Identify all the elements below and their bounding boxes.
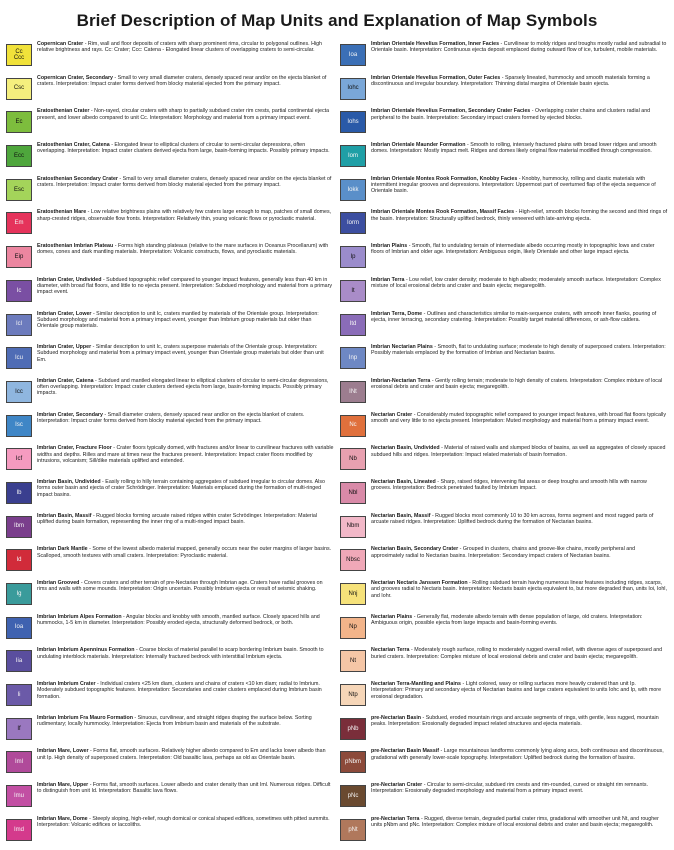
unit-description-block	[371, 479, 668, 492]
unit-swatch	[6, 448, 32, 470]
unit-description-block	[37, 816, 334, 829]
unit-description-block	[37, 209, 334, 222]
unit-description: - Curvilinear to moldy ridges and troughs mostly radial and subradial to Orientale basin. Interpretation: Continuous ejecta deposit emplaced during outward flow of ice, turbulent, mobile materials.	[371, 41, 667, 54]
unit-swatch	[340, 819, 366, 841]
units-columns	[6, 41, 668, 850]
unit-name: Nectarian Crater	[371, 411, 413, 418]
unit-description-block	[371, 748, 668, 761]
unit-name: Nectarian Terra	[371, 647, 410, 654]
unit-symbol: Nbm	[346, 523, 360, 530]
map-unit	[340, 344, 668, 378]
unit-description: - Rugged blocks forming arcuate raised ridges within crater Schrödinger. Interpretation: Material uplifted during basin formation, representing the inner ring of a multi-ringed impact basin.	[37, 512, 317, 525]
unit-description-block	[371, 344, 668, 357]
unit-name: Imbrian Mare, Upper	[37, 782, 89, 789]
unit-description-block	[37, 681, 334, 700]
unit-swatch	[6, 381, 32, 403]
map-unit	[340, 277, 668, 311]
unit-description: - Outlines and characteristics similar to main-sequence craters, with smooth inner flanks, pouring of ejecta, inner terracing, secondary cratering. Interpretation: Possibly target material differences, or ash-flow caldera.	[371, 310, 657, 323]
map-unit	[340, 142, 668, 176]
unit-symbol: Nb	[349, 456, 357, 462]
unit-name: Imbrian Plains	[371, 243, 408, 250]
unit-name: Nectarian Basin, Massif	[371, 512, 431, 519]
unit-description: - Subdued and mantled elongated linear to elliptical clusters of circular to semi-circular depressions, often overlapping. Interpretation: Impact crater clusters derived ejecta from large, basin-forming impacts. Possibly primary impacts.	[37, 377, 329, 397]
unit-swatch	[6, 718, 32, 740]
map-unit	[6, 513, 334, 547]
unit-description-block	[37, 142, 334, 155]
unit-name: pre-Nectarian Terra	[371, 815, 420, 822]
unit-name: Imbrian Orientale Hevelius Formation, Secondary Crater Facies	[371, 108, 531, 115]
map-unit	[340, 41, 668, 75]
unit-swatch	[6, 650, 32, 672]
unit-description-block	[37, 715, 334, 728]
unit-name: Nectarian Basin, Lineated	[371, 478, 436, 485]
unit-swatch	[6, 212, 32, 234]
unit-symbol: pNb	[347, 725, 359, 732]
unit-swatch	[6, 617, 32, 639]
unit-description: - Elongated linear to elliptical clusters of circular to semi-circular depressions, often overlapping. Interpretation: Impact crater clusters derived ejecta from large, basin-forming impacts. Possibly primary impacts.	[37, 142, 330, 155]
unit-symbol: Icl	[16, 321, 22, 328]
unit-name: pre-Nectarian Crater	[371, 782, 423, 789]
unit-description: - Sparsely lineated, hummocky and smooth materials forming a discontinuous and irregular boundary. Interpretation: Thinning distal margins of Orientale basin ejecta.	[371, 74, 650, 87]
unit-description: - Some of the lowest albedo material mapped, generally occurs near the outer margins of larger basins. Scalloped, smooth textures with small craters. Interpretation: Pyroclastic material.	[37, 546, 332, 559]
unit-symbol: Ii	[17, 691, 21, 698]
map-unit	[6, 378, 334, 412]
unit-swatch	[340, 111, 366, 133]
map-unit	[340, 614, 668, 648]
unit-description-block	[371, 243, 668, 256]
unit-description-block	[371, 681, 668, 700]
unit-symbol: Ip	[350, 253, 356, 260]
unit-swatch	[340, 381, 366, 403]
unit-symbol: It	[351, 287, 355, 294]
unit-description: - Low relative brightness plains with relatively few craters large enough to map, patches of small domes, sharp-crested ridges, observable flow fronts. Interpretation: Relatively thin, young volcanic flows or pyroclastic material.	[37, 209, 332, 222]
unit-swatch	[340, 246, 366, 268]
unit-description-block	[37, 277, 334, 296]
map-unit	[6, 108, 334, 142]
unit-description: - Low relief, low crater density; moderate to high albedo; moderately smooth surface. Interpretation: Complex mixture of local erosional debris and crater and basin ejecta; megaregolith.	[371, 276, 661, 290]
map-unit	[6, 277, 334, 311]
right-column	[340, 41, 668, 850]
unit-symbol: Np	[349, 624, 357, 631]
unit-name: Imbrian Orientale Hevelius Formation, Outer Facies	[371, 74, 501, 81]
unit-description-block	[371, 782, 668, 795]
unit-name: Eratosthenian Mare	[37, 209, 87, 216]
unit-name: Imbrian Orientale Montes Rook Formation, Massif Facies	[371, 209, 515, 216]
unit-description: - Sharp, raised ridges, intervening flat areas or deep troughs and smooth hills with narrow grooves. Interpretation: Bedrock penetrated faulted by Imbrium impact.	[371, 478, 647, 492]
map-unit	[340, 445, 668, 479]
unit-symbol: If	[17, 725, 21, 732]
map-unit	[6, 41, 334, 75]
unit-description: - Generally flat, moderate albedo terrain with dense population of large, old craters. Interpretation: Ambiguous origin, possible ejecta from large impacts and basin-forming events.	[371, 613, 643, 626]
unit-description: - Smooth, flat to undulating terrain of intermediate albedo occurring mostly in topographic lows and crater floors of Imbrian and older age. Interpretation: Ambiguous origin, likely Orientale and other large impact ejecta.	[371, 243, 655, 256]
unit-swatch	[340, 751, 366, 773]
unit-name: Nectarian Terra-Mantling and Plains	[371, 681, 461, 688]
map-unit	[6, 580, 334, 614]
map-unit	[340, 243, 668, 277]
unit-swatch	[6, 246, 32, 268]
unit-description: - Forms high standing plateaus (relative to the mare surfaces in Oceanus Procellarum) with domes, cones and dark mantling materials. Interpretation: Volcanic constructs, flows, and pyroclastic materials.	[37, 243, 329, 256]
unit-symbol: pNbm	[344, 759, 361, 766]
map-unit	[6, 546, 334, 580]
unit-description: - Knobby, hummocky, rolling and clastic materials with intermittent irregular grooves and depressions. Interpretation: Uppermost part of overturned flap of the ejecta sequence of Orientale basin.	[371, 175, 656, 195]
unit-description-block	[371, 142, 668, 155]
unit-name: Imbrian Dark Mantle	[37, 546, 88, 553]
unit-swatch	[340, 583, 366, 605]
map-unit	[340, 108, 668, 142]
unit-description-block	[37, 445, 334, 464]
unit-description-block	[37, 412, 334, 425]
unit-name: Imbrian Mare, Dome	[37, 815, 88, 822]
unit-description: - Forms flat, smooth surfaces. Relatively higher albedo compared to Em and lacks lower albedo than unit Ip. High density of superposed craters. Interpretation: Old basaltic lava, perhaps as old as Orientale basin.	[37, 748, 326, 761]
unit-description-block	[37, 108, 334, 121]
unit-name: pre-Nectarian Basin Massif	[371, 748, 440, 755]
unit-symbol: Nbsc	[346, 557, 360, 564]
unit-name: Nectarian Plains	[371, 613, 413, 620]
map-unit	[6, 142, 334, 176]
map-unit	[6, 614, 334, 648]
unit-symbol: Csc	[13, 85, 25, 92]
unit-name: Imbrian Orientale Montes Rook Formation, Knobby Facies	[371, 175, 518, 182]
map-unit	[340, 479, 668, 513]
unit-name: Nectarian Basin, Secondary Crater	[371, 546, 459, 553]
unit-description-block	[37, 243, 334, 256]
unit-description-block	[371, 513, 668, 526]
unit-name: Imbrian Crater, Lower	[37, 310, 92, 317]
unit-description-block	[37, 479, 334, 498]
unit-symbol: Ec	[15, 119, 23, 126]
unit-name: Copernican Crater	[37, 41, 84, 47]
map-unit	[340, 782, 668, 816]
unit-name: Imbrian Imbrium Alpes Formation	[37, 613, 122, 620]
unit-symbol: Eip	[14, 253, 24, 260]
map-unit	[340, 647, 668, 681]
map-unit	[6, 344, 334, 378]
unit-symbol: Iom	[347, 152, 358, 159]
unit-description-block	[37, 614, 334, 627]
unit-description-block	[371, 378, 668, 391]
unit-symbol: Nt	[350, 658, 356, 665]
unit-name: Imbrian Basin, Undivided	[37, 478, 101, 485]
map-unit	[6, 176, 334, 210]
unit-description: - Easily rolling to hilly terrain containing aggregates of subdued irregular to circular domes. Also forms outer basin and ejecta of crater Schrödinger. Interpretation: Materials emplaced during the formation of multi-ringed impact basins.	[37, 478, 325, 498]
map-unit	[6, 209, 334, 243]
map-unit	[340, 176, 668, 210]
map-unit	[340, 209, 668, 243]
unit-description: - Moderately rough surface, rolling to moderately rugged overall relief, with diverse ages of superposed and buried craters. Interpretation: Complex mixture of local erosional debris and crater and basin ejecta; megaregolith.	[371, 647, 663, 660]
unit-name: Imbrian Crater, Catena	[37, 377, 94, 384]
unit-swatch	[6, 280, 32, 302]
unit-description-block	[37, 546, 334, 559]
map-unit	[6, 715, 334, 749]
unit-name: Imbrian Crater, Undivided	[37, 276, 102, 283]
unit-description-block	[371, 277, 668, 290]
unit-swatch	[6, 179, 32, 201]
unit-name: Imbrian Terra, Dome	[371, 310, 423, 317]
unit-symbol: Esc	[13, 186, 24, 193]
map-unit	[6, 681, 334, 715]
unit-name: Copernican Crater, Secondary	[37, 74, 113, 81]
unit-description: - Material of raised walls and slumped blocks of basins, as well as aggregates of closely spaced subdued hills and ridges. Interpretation: Impact related materials of basin formation.	[371, 445, 666, 458]
unit-symbol: Ntp	[348, 691, 358, 698]
unit-description: - Rugged blocks most commonly 10 to 30 km across, forms segment and most rugged parts of arcuate raised ridges. Interpretation: Uplifted bedrock during the formation of Nectarian basins.	[371, 512, 654, 525]
unit-swatch	[340, 212, 366, 234]
unit-description: - Covers craters and other terrain of pre-Nectarian through Imbrian age. Craters have radial grooves on rims and walls with some mounds. Interpretation: Origin uncertain. Possibly Imbrium ejecta or result of seismic shaking.	[37, 580, 323, 593]
map-unit	[340, 513, 668, 547]
unit-swatch	[6, 111, 32, 133]
unit-swatch	[6, 314, 32, 336]
map-unit	[6, 816, 334, 850]
unit-symbol: pNt	[348, 826, 358, 833]
map-unit	[6, 748, 334, 782]
unit-symbol: Iml	[15, 759, 23, 766]
unit-description: - Subdued topographic relief compared to younger impact features, generally less than 40 km in diameter, with broad flat floors, and little to no ejecta present. Interpretation: Subdued morphology and material from a primary impact event.	[37, 276, 333, 296]
unit-description: - Light colored, wavy or rolling surfaces more heavily cratered than unit Ip. Interpretation: Primary and secondary ejecta of Nectarian basins and large craters equivalent to units Iohc and Ip, with more erosional degradation.	[371, 681, 662, 700]
unit-name: Nectarian Basin, Undivided	[371, 445, 440, 452]
unit-description: - Subdued, eroded mountain rings and arcuate segments of rings, with gentle, less rugged, mountain peaks. Interpretation: Erosionally degraded impact related structures and ejecta materials.	[371, 714, 659, 728]
unit-symbol: Iia	[15, 658, 23, 665]
unit-swatch	[340, 314, 366, 336]
map-unit	[340, 378, 668, 412]
unit-description-block	[371, 614, 668, 627]
unit-name: Imbrian Orientale Maunder Formation	[371, 142, 466, 149]
unit-symbol: Icu	[14, 354, 23, 361]
unit-swatch	[340, 145, 366, 167]
unit-symbol: Icf	[15, 456, 23, 462]
unit-description-block	[37, 378, 334, 397]
unit-swatch	[340, 280, 366, 302]
unit-description-block	[371, 647, 668, 660]
unit-symbol: Ibm	[13, 523, 24, 530]
unit-symbol: Iorm	[347, 220, 359, 227]
unit-description-block	[371, 209, 668, 222]
unit-description: - Small diameter craters, densely spaced near and/or on the ejecta blanket of craters. Interpretation: Impact crater forms derived from blocky material ejected from the primary impact.	[37, 411, 305, 424]
map-unit	[6, 311, 334, 345]
unit-description-block	[371, 176, 668, 195]
map-unit	[340, 412, 668, 446]
unit-description: - Small to very small diameter craters, densely spaced near and/or on the ejecta blanket of craters. Interpretation: Impact crater forms derived from blocky material ejected from the primary impact.	[37, 74, 327, 87]
map-unit	[6, 445, 334, 479]
unit-description-block	[371, 108, 668, 121]
left-column	[6, 41, 334, 850]
map-unit	[6, 243, 334, 277]
unit-swatch	[340, 482, 366, 504]
unit-description-block	[371, 445, 668, 458]
map-unit	[6, 75, 334, 109]
unit-symbol: Ib	[16, 489, 22, 496]
unit-swatch	[6, 44, 32, 66]
unit-swatch	[340, 179, 366, 201]
unit-description-block	[37, 75, 334, 88]
unit-name: Imbrian Crater, Secondary	[37, 411, 103, 418]
unit-symbol: Nnj	[348, 590, 358, 597]
unit-description: - Similar description to unit Ic, craters mantled by materials of the Orientale group. Interpretation: Subdued morphology and material from a primary impact event, younger than Imbrium group materials but older than Orientale group materials.	[37, 310, 319, 330]
unit-swatch	[340, 650, 366, 672]
unit-symbol: Iohs	[347, 119, 359, 126]
unit-description-block	[371, 75, 668, 88]
unit-description-block	[37, 647, 334, 660]
unit-swatch	[340, 617, 366, 639]
map-unit	[340, 546, 668, 580]
unit-symbol: Ioa	[14, 624, 24, 631]
unit-description: - Smooth to rolling, intensely fractured plains with broad lower ridges and smooth domes. Interpretation: Mostly impact melt. Ridges and domes likely original flow material modified through compression.	[371, 142, 657, 155]
unit-name: Imbrian Grooved	[37, 580, 80, 586]
unit-symbol: Nc	[349, 422, 357, 429]
map-unit	[340, 681, 668, 715]
unit-name: Imbrian Imbrium Fra Mauro Formation	[37, 714, 133, 721]
map-unit	[340, 580, 668, 614]
map-unit	[6, 479, 334, 513]
unit-description-block	[37, 176, 334, 189]
unit-symbol: Itd	[349, 321, 357, 328]
unit-description-block	[37, 513, 334, 526]
map-unit	[6, 782, 334, 816]
unit-description-block	[371, 41, 668, 54]
unit-description: - Crater floors typically domed, with fractures and/or linear to curvilinear fractures with variable widths and depths. Rilles and mare at times near the fractures present. Interpretation: Impact crater floors modified by intrusions, volcanism; Sill/dike materials uplifted and extended.	[37, 445, 334, 464]
unit-symbol: pNc	[347, 792, 359, 799]
unit-name: Eratosthenian Secondary Crater	[37, 175, 118, 182]
unit-swatch	[6, 819, 32, 841]
unit-symbol: Ecc	[13, 152, 24, 159]
map-unit	[340, 748, 668, 782]
unit-symbol: Imu	[13, 792, 24, 799]
unit-symbol: INt	[349, 388, 357, 395]
unit-swatch	[6, 785, 32, 807]
unit-name: Imbrian-Nectarian Terra	[371, 377, 431, 384]
unit-description: - Steeply sloping, high-relief, rough domical or conical shaped edifices, sometimes with pitted summits. Interpretation: Volcanic edifices or laccoliths.	[37, 815, 330, 829]
unit-name: Imbrian Terra	[371, 276, 405, 283]
unit-description: - Large mountainous landforms commonly lying along arcs, both continuous and discontinuous, gradational with generally lower-scale topography. Interpretation: Uplifted bedrock during the formation of basins.	[371, 748, 664, 761]
map-unit	[340, 816, 668, 850]
unit-description-block	[371, 311, 668, 324]
unit-description-block	[371, 715, 668, 728]
unit-swatch	[340, 718, 366, 740]
unit-description-block	[371, 412, 668, 425]
unit-swatch	[340, 347, 366, 369]
unit-swatch	[6, 516, 32, 538]
unit-name: Imbrian Crater, Fracture Floor	[37, 445, 112, 452]
unit-symbol: Cc Ccc	[13, 48, 25, 61]
unit-description: - Gently rolling terrain; moderate to high density of craters. Interpretation: Complex mixture of local erosional debris and crater and basin ejecta; megaregolith.	[371, 377, 663, 391]
unit-symbol: Ig	[16, 590, 22, 597]
unit-description: - Similar description to unit Ic, craters superpose materials of the Orientale group. Interpretation: Subdued morphology and material from a primary impact event, younger than Orientale group materials but older than unit Em.	[37, 344, 324, 363]
unit-name: pre-Nectarian Basin	[371, 714, 422, 721]
map-unit	[340, 311, 668, 345]
map-unit	[340, 75, 668, 109]
unit-swatch	[340, 516, 366, 538]
unit-name: Eratosthenian Crater	[37, 108, 90, 115]
unit-description-block	[371, 816, 668, 829]
map-unit	[6, 412, 334, 446]
unit-description: - Circular to semi-circular, subdued rim crests and rim-rounded, curved or straight rim remnants. Interpretation: Erosionally degraded morphology and material from a primary impact event.	[371, 782, 649, 795]
unit-symbol: Iohc	[347, 85, 359, 92]
unit-description: - Rim, wall and floor deposits of craters with sharp prominent rims, circular to polygonal outlines. High relative brightness and rays. Cc: Crater; Ccc: Catena - Elongated linear clusters of overlapping craters to semi-circular.	[37, 41, 322, 54]
map-unit	[340, 715, 668, 749]
unit-swatch	[340, 44, 366, 66]
unit-description: - Forms flat, smooth surfaces. Lower albedo and crater density than unit Iml. Numerous ridges. Difficult to distinguish from unit Id. Interpretation: Basaltic lava flows.	[37, 782, 331, 795]
unit-swatch	[6, 78, 32, 100]
unit-symbol: Imd	[13, 826, 24, 833]
unit-swatch	[6, 482, 32, 504]
unit-swatch	[340, 785, 366, 807]
unit-name: Imbrian Crater, Upper	[37, 344, 92, 351]
unit-name: Imbrian Basin, Massif	[37, 512, 92, 519]
unit-description: - Coarse blocks of material parallel to scarp bordering Imbrium basin. Smooth to undulating interblock materials. Interpretation: Internally fractured bedrock with interstitial Imbrium ejecta.	[37, 647, 324, 660]
unit-description: - Non-rayed, circular craters with sharp to partially subdued crater rim crests, partial continental ejecta present, and lower albedo compared to unit Cc. Interpretation: Morphology and material from a primary impact event.	[37, 108, 330, 121]
unit-description-block	[37, 41, 334, 54]
unit-swatch	[6, 415, 32, 437]
unit-symbol: Isc	[15, 422, 23, 429]
unit-description: - Sinuous, curvilinear, and straight ridges draping the surface below. Sorting rudimentary; locally hummocky. Interpretation: Ejecta from Imbrium basin and materials of the substrate.	[37, 714, 312, 728]
unit-description: - Considerably muted topographic relief compared to younger impact features, with broad flat floors typically smooth and very little to no ejecta present. Interpretation: Muted morphology and material from a primary impact event.	[371, 411, 667, 424]
unit-swatch	[340, 549, 366, 571]
unit-description-block	[37, 580, 334, 593]
unit-swatch	[6, 684, 32, 706]
unit-swatch	[340, 448, 366, 470]
unit-name: Imbrian Mare, Lower	[37, 748, 89, 755]
unit-symbol: Iokk	[347, 186, 359, 193]
unit-description: - Small to very small diameter craters, densely spaced near and/or on the ejecta blanket of craters. Interpretation: Impact crater forms derived from blocky material ejected from the primary impact.	[37, 175, 332, 189]
unit-symbol: Id	[16, 557, 22, 564]
unit-symbol: Inp	[348, 354, 358, 361]
unit-symbol: Em	[14, 220, 24, 227]
unit-name: Imbrian Imbrium Crater	[37, 681, 96, 688]
unit-swatch	[6, 145, 32, 167]
unit-name: Nectarian Nectaris Janssen Formation	[371, 580, 468, 586]
unit-description-block	[371, 580, 668, 599]
unit-description: - Overlapping crater chains and clusters radial and peripheral to the basin. Interpretation: Secondary impact craters formed by ejected blocks.	[371, 108, 651, 121]
unit-swatch	[340, 684, 366, 706]
unit-description: - Individual craters <25 km diam, clusters and chains of craters <10 km diam; radial to Imbrium. Moderately subdued topographic features. Interpretation: Secondaries and crater clusters emplaced during Imbrium basin formation.	[37, 681, 322, 700]
unit-name: Imbrian Nectarian Plains	[371, 344, 433, 351]
unit-description-block	[371, 546, 668, 559]
unit-description-block	[37, 311, 334, 330]
unit-description: - Rolling subdued terrain having numerous linear features including ridges, scarps, and grooves radial to Nectaris basin. Interpretation: Nectaris basin ejecta equivalent to, but more degraded than, units Ioi, Iohl, and Iohr.	[371, 580, 667, 599]
unit-description-block	[37, 782, 334, 795]
unit-description: - High-relief, smooth blocks forming the second and third rings of the basin. Interpretation: Structurally uplifted bedrock, thinly veneered with late-arriving ejecta.	[371, 209, 668, 222]
unit-swatch	[6, 751, 32, 773]
unit-name: Eratosthenian Imbrian Plateau	[37, 243, 114, 250]
unit-swatch	[340, 78, 366, 100]
unit-description: - Angular blocks and knobby with smooth, mantled surface. Closely spaced hills and hummocks, 1-5 km in diameter. Interpretation: Possibly eroded ejecta, structurally deformed bedrock, or both.	[37, 613, 320, 626]
unit-name: Eratosthenian Crater, Catena	[37, 142, 110, 149]
unit-description: - Rugged, diverse terrain, degraded partial crater rims, gradational with smoother unit Nt, and rougher units pNbm and pNc. Interpretation: Complex mixture of local erosional debris and crater and basin ejecta; megaregolith.	[371, 815, 659, 829]
unit-description-block	[37, 344, 334, 363]
unit-symbol: Ioa	[348, 51, 358, 58]
unit-swatch	[6, 583, 32, 605]
unit-swatch	[6, 347, 32, 369]
unit-symbol: Icc	[15, 388, 23, 395]
unit-symbol: Nbl	[348, 489, 358, 496]
page-title: Brief Description of Map Units and Explanation of Map Symbols	[76, 11, 598, 30]
unit-swatch	[6, 549, 32, 571]
unit-swatch	[340, 415, 366, 437]
unit-name: Imbrian Imbrium Apenninus Formation	[37, 647, 135, 654]
unit-name: Imbrian Orientale Hevelius Formation, Inner Facies	[371, 41, 500, 47]
unit-description: - Grouped in clusters, chains and groove-like chains, mostly peripheral and approximately radial to Nectarian basins. Interpretation: Secondary impact craters of Nectarian basins.	[371, 546, 636, 559]
map-unit	[6, 647, 334, 681]
unit-description: - Smooth, flat to undulating surface; moderate to high density of superposed craters. Interpretation: Possibly materials emplaced by the formation of Imbrian and Nectarian basins.	[371, 344, 666, 357]
unit-description-block	[37, 748, 334, 761]
unit-symbol: Ic	[16, 287, 22, 294]
